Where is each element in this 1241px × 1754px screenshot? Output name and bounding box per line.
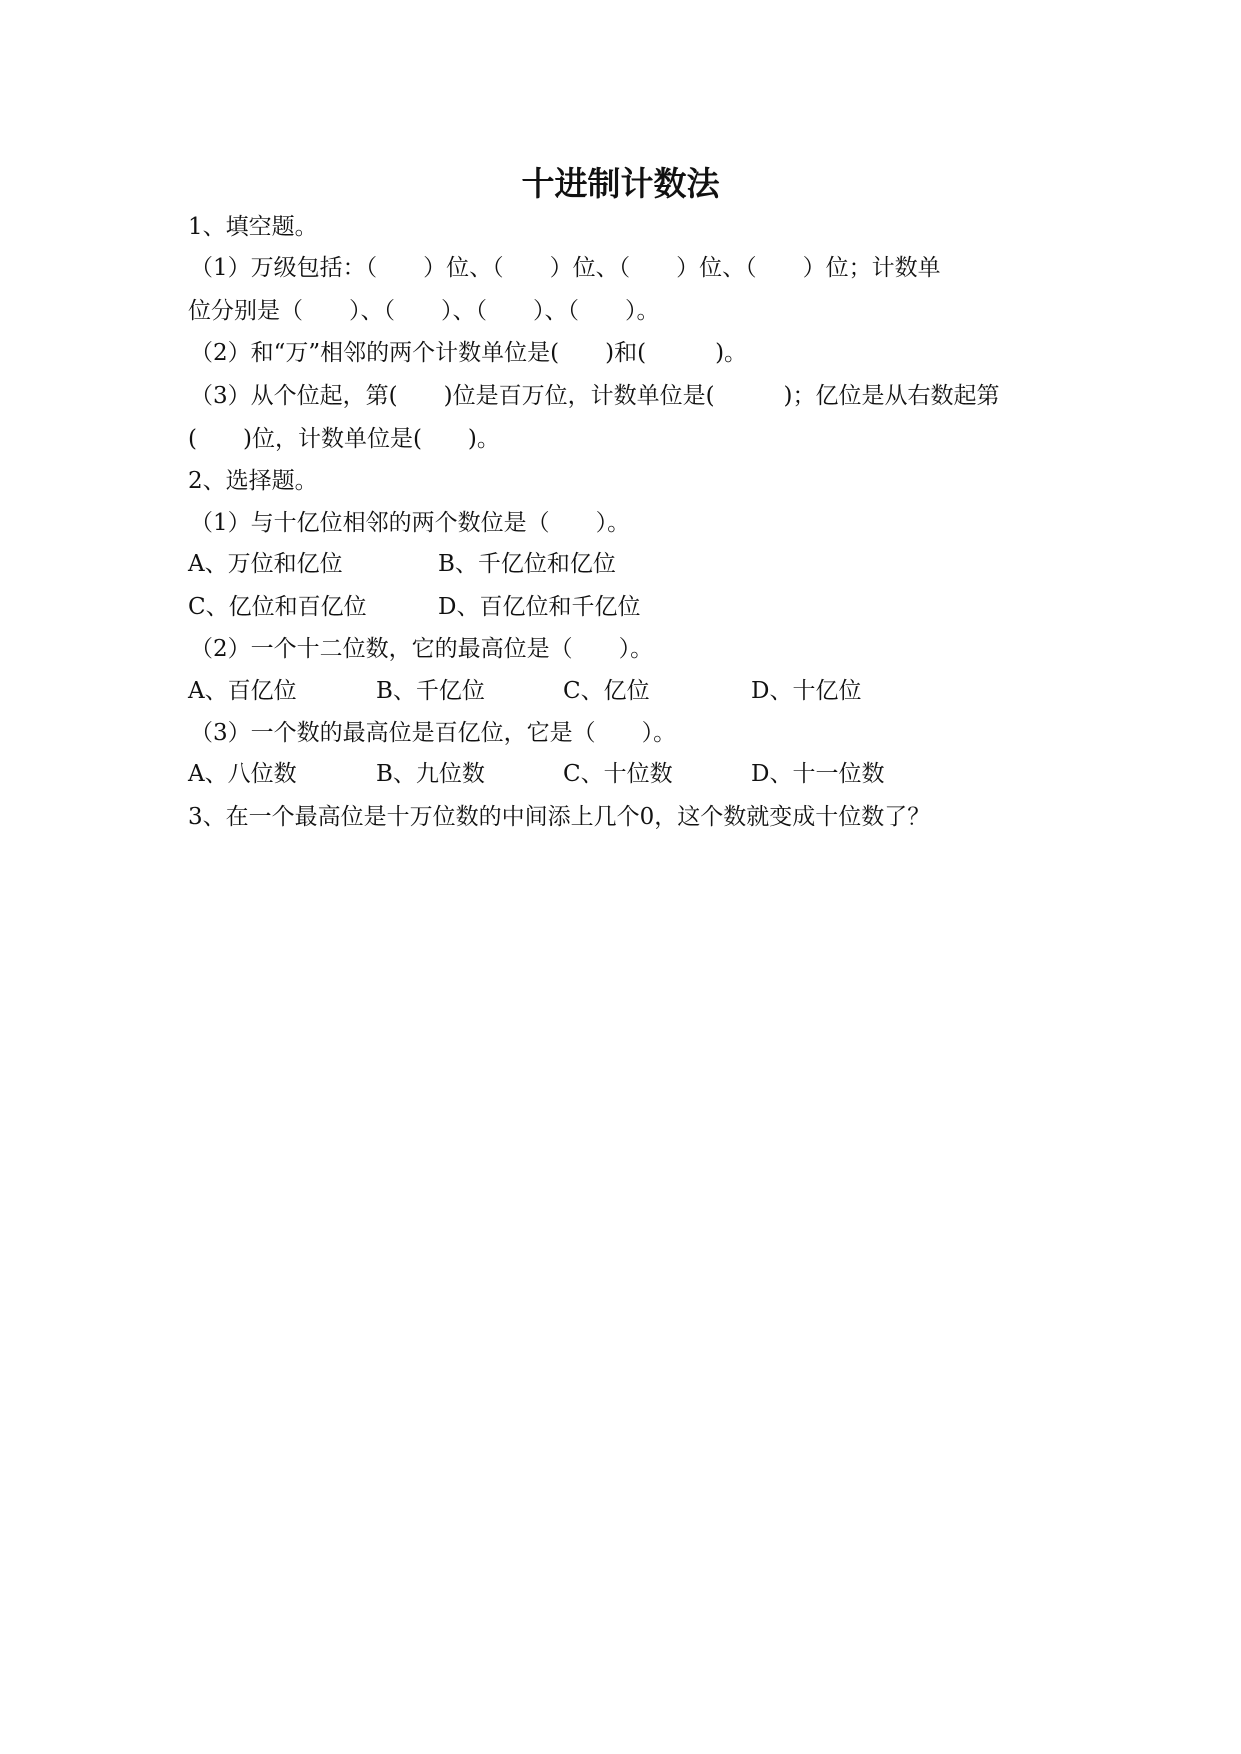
page-title: 十进制计数法 (521, 164, 720, 203)
q2-sub1-question: （1）与十亿位相邻的两个数位是（ ）。 (190, 510, 631, 536)
q2-sub3-option-a: A、八位数 (188, 761, 297, 787)
q2-sub3-option-d: D、十一位数 (751, 761, 885, 787)
q2-sub2-option-b: B、千亿位 (376, 678, 485, 704)
q1-part3-line1: （3）从个位起，第( )位是百万位，计数单位是( )；亿位是从右数起第 (190, 383, 1000, 409)
q1-heading: 1、填空题。 (188, 214, 318, 240)
q2-sub2-question: （2）一个十二位数，它的最高位是（ ）。 (190, 636, 654, 662)
q3-text: 3、在一个最高位是十万位数的中间添上几个0，这个数就变成十位数了？ (188, 804, 931, 830)
q2-sub2-option-c: C、亿位 (563, 678, 650, 704)
q1-part3-line2: ( )位，计数单位是( )。 (188, 426, 500, 452)
q2-sub1-option-d: D、百亿位和千亿位 (438, 594, 641, 620)
q2-sub1-option-c: C、亿位和百亿位 (188, 594, 367, 620)
q2-sub3-option-c: C、十位数 (563, 761, 673, 787)
q2-sub1-option-a: A、万位和亿位 (188, 551, 343, 577)
q1-part1-line2: 位分别是（ ）、（ ）、（ ）、（ ）。 (188, 298, 660, 324)
q2-sub3-question: （3）一个数的最高位是百亿位，它是（ ）。 (190, 720, 677, 746)
q2-sub1-option-b: B、千亿位和亿位 (438, 551, 616, 577)
q1-part2: （2）和“万”相邻的两个计数单位是( )和( )。 (190, 340, 748, 366)
q1-part1-line1: （1）万级包括：（ ）位、（ ）位、（ ）位、（ ）位；计数单 (190, 255, 941, 281)
q2-sub2-option-a: A、百亿位 (188, 678, 297, 704)
q2-sub3-option-b: B、九位数 (376, 761, 485, 787)
q2-sub2-option-d: D、十亿位 (751, 678, 862, 704)
q2-heading: 2、选择题。 (188, 468, 318, 494)
